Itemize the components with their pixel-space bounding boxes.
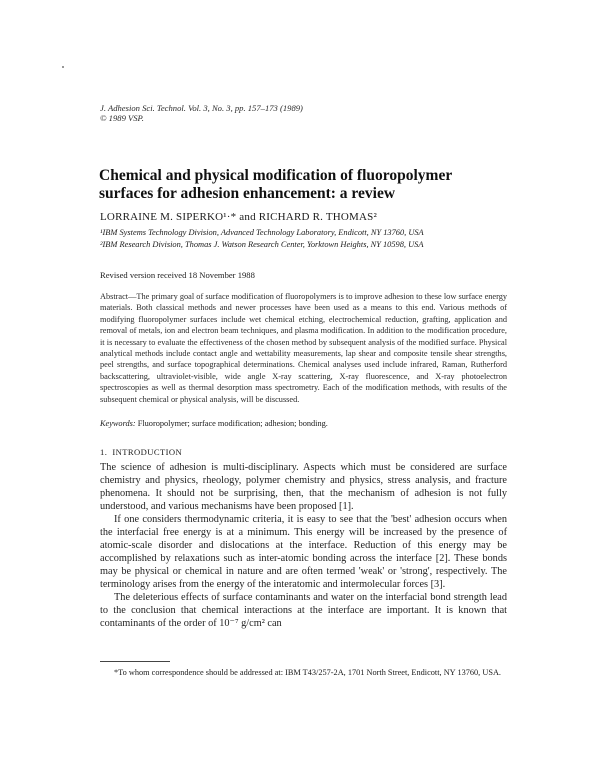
body-paragraph-1: The science of adhesion is multi-disciplinary. Aspects which must be considered are surface chemistry and physics, rheology, polymer chemistry and physics, stress analysis, and fracture phenomena. It should not be surprising, then, that the mechanism of adhesion is not fully understood, and various mechanisms have been proposed [1].: [100, 462, 507, 512]
section-title: INTRODUCTION: [112, 447, 183, 457]
body-paragraph-3: The deleterious effects of surface contaminants and water on the interfacial bond strength lead to the conclusion that chemical interactions at the interface are important. It is known that contaminants of the order of 10⁻⁷ g/cm² can: [100, 592, 507, 629]
footnote-divider: [100, 661, 170, 662]
journal-copyright: © 1989 VSP.: [100, 113, 144, 123]
section-heading: [100, 447, 182, 458]
keywords: [100, 418, 507, 429]
section-number: 1.: [100, 447, 108, 457]
body-paragraph-2: If one considers thermodynamic criteria, it is easy to see that the 'best' adhesion occurs when the interfacial free energy is at a minimum. This energy will be increased by the presence of atomic-scale disorder and dislocations at the interface. Reduction of this energy may be accomplished by relaxations such as inter-atomic bonding across the interface [2]. These bonds may be physical or chemical in nature and are often termed 'weak' or 'strong', respectively. The terminology arises from the energy of the interatomic and intermolecular forces [3].: [100, 514, 507, 590]
journal-citation-block: [100, 103, 303, 123]
footnote: *To whom correspondence should be addressed at: IBM T43/257-2A, 1701 North Street, Endicott, NY 13760, USA.: [114, 668, 502, 677]
scan-speck: [62, 66, 64, 68]
journal-citation: J. Adhesion Sci. Technol. Vol. 3, No. 3, pp. 157–173 (1989): [100, 103, 303, 113]
affiliation-2: ²IBM Research Division, Thomas J. Watson Research Center, Yorktown Heights, NY 10598, USA: [100, 240, 424, 249]
body-text: [100, 461, 507, 630]
author-affiliations: [100, 227, 480, 251]
abstract: [100, 291, 507, 405]
paper-authors: LORRAINE M. SIPERKO¹·* and RICHARD R. THOMAS²: [100, 211, 377, 223]
paper-title: Chemical and physical modification of fluoropolymer surfaces for adhesion enhancement: a review: [99, 167, 452, 202]
affiliation-1: ¹IBM Systems Technology Division, Advanced Technology Laboratory, Endicott, NY 13760, USA: [100, 228, 424, 237]
abstract-label: Abstract: [100, 292, 129, 301]
revised-date: Revised version received 18 November 1988: [100, 270, 255, 280]
abstract-text: —The primary goal of surface modification of fluoropolymers is to improve adhesion to these low surface energy materials. Both classical methods and newer processes have been used as a means to this end. Various methods of modifying fluoropolymer surfaces include wet chemical etching, electrochemical reduction, grafting, application and removal of metals, ion and electron beam techniques, and plasma modification. In addition to the modification procedure, it is necessary to evaluate the effectiveness of the chosen method by subsequent analysis of the modified surface. Physical analytical methods include contact angle and wettability measurements, lap shear and composite tensile shear strengths, peel strengths, and surface topographical determinations. Chemical analyses used include infrared, Raman, Rutherford backscattering, ultraviolet-visible, wide angle X-ray scattering, X-ray fluorescence, and X-ray photoelectron spectroscopies as well as thermal desorption mass spectrometry. Each of the modification methods, with results of the subsequent chemical or physical analysis, will be discussed.: [100, 292, 507, 404]
keywords-label: Keywords:: [100, 419, 136, 428]
keywords-text: Fluoropolymer; surface modification; adhesion; bonding.: [137, 419, 328, 428]
